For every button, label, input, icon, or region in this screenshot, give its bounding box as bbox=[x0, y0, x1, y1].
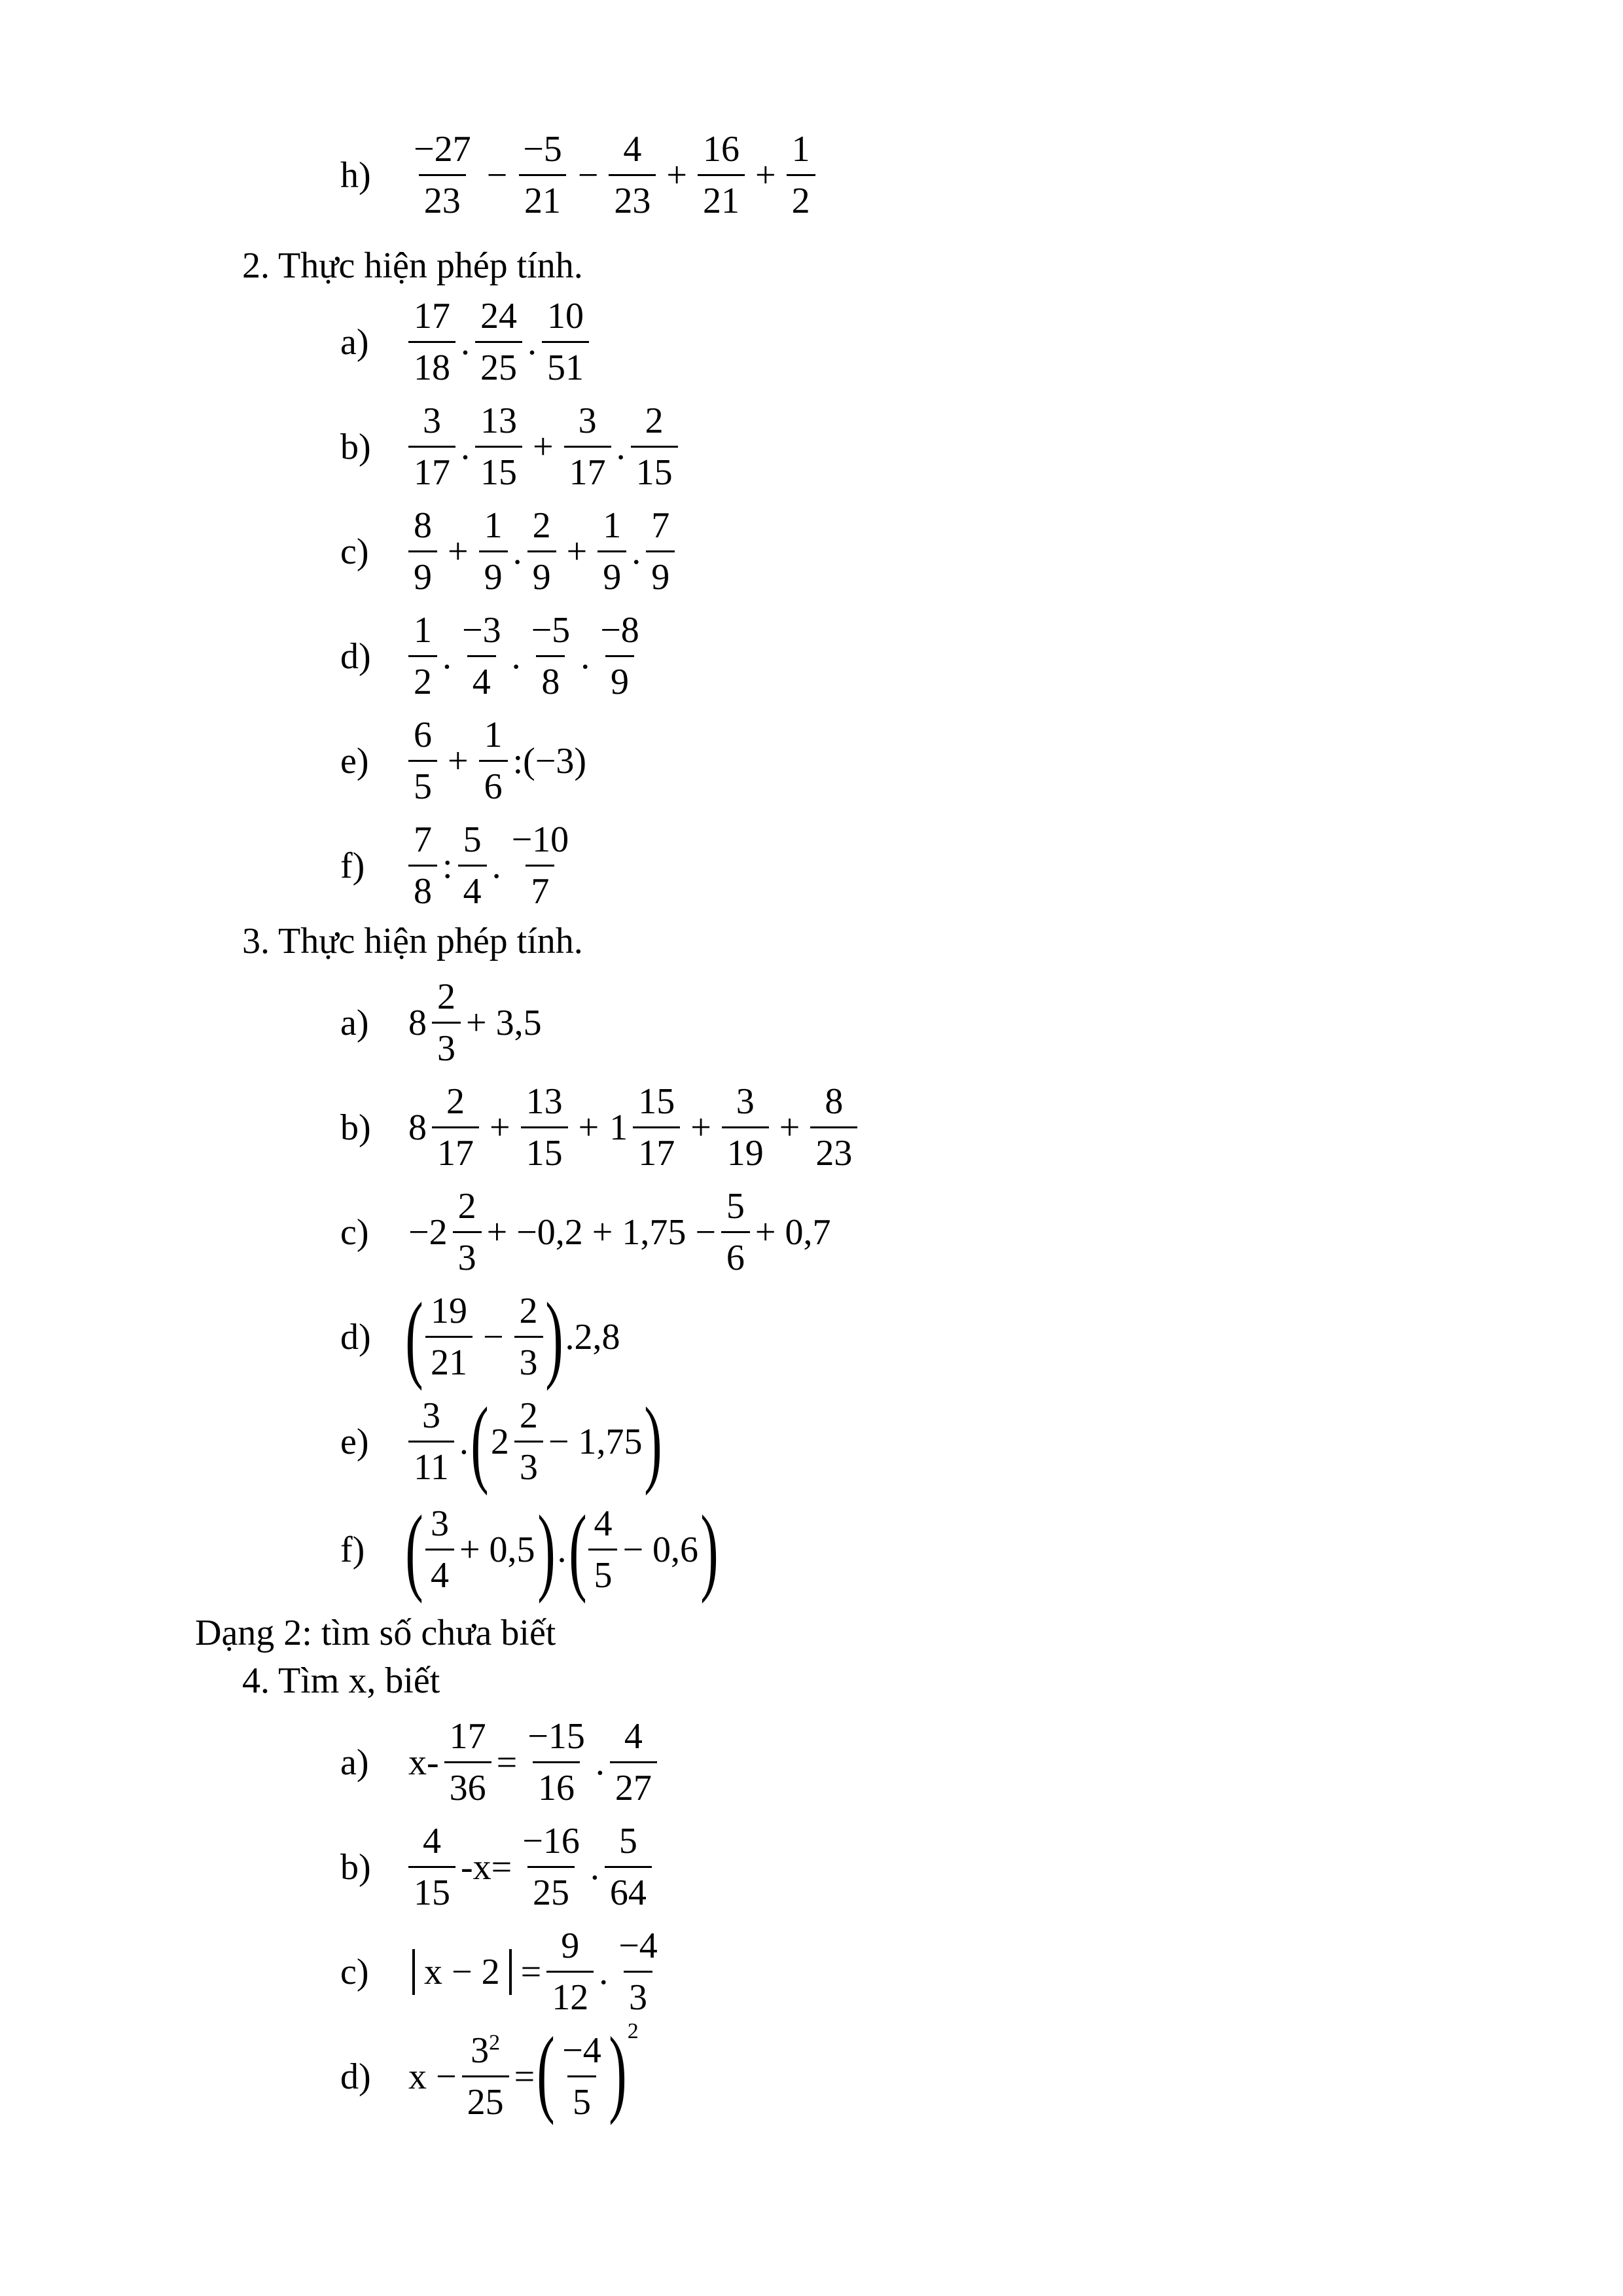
fraction: $\frac{2}{3}$ bbox=[432, 978, 461, 1067]
abs-bar bbox=[509, 1949, 512, 1995]
expression: $\frac{1}{2}$ . $\frac{-3}{4}$ . $\frac{-5}{8}$ . $\frac{-8}{9}$ bbox=[406, 612, 647, 700]
item-label: b) bbox=[340, 1846, 371, 1888]
exponent: 2 bbox=[627, 2019, 639, 2043]
fraction: $\frac{-8}{9}$ bbox=[600, 610, 639, 702]
item-3e bbox=[340, 1387, 663, 1496]
fraction: $\frac{3^2}{25}$ bbox=[462, 2032, 509, 2121]
power-group bbox=[537, 2017, 639, 2126]
left-paren: ( bbox=[537, 2017, 555, 2126]
expression: $\frac{17}{18}$ . $\frac{24}{25}$ . $\frac{10}{51}$ bbox=[406, 298, 592, 386]
right-paren: ) bbox=[544, 1282, 563, 1391]
expression: ( $\frac{3}{4}$ + 0,5 ) . ( $\frac{4}{5}$ − 0,6 ) bbox=[405, 1495, 719, 1604]
expression: x- $\frac{17}{36}$ = $\frac{-15}{16}$ . $\frac{4}{27}$ bbox=[406, 1718, 660, 1806]
item-3d bbox=[340, 1282, 623, 1391]
fraction: $\frac{17}{18}$ bbox=[408, 298, 455, 386]
fraction: $\frac{7}{9}$ bbox=[646, 507, 675, 596]
fraction: $\frac{6}{5}$ bbox=[408, 717, 437, 805]
fraction: $\frac{-4}{3}$ bbox=[618, 1926, 658, 2018]
fraction: $\frac{2}{15}$ bbox=[631, 403, 678, 491]
expression: $\frac{7}{8}$ : $\frac{5}{4}$ . $\frac{-10}{7}$ bbox=[406, 821, 577, 910]
expression: x − 2 = $\frac{9}{12}$ . $\frac{-4}{3}$ bbox=[406, 1928, 666, 2016]
expression: −2 $\frac{2}{3}$ + −0,2 + 1,75 − $\frac{5}{6}$ + 0,7 bbox=[408, 1186, 831, 1278]
fraction: $\frac{9}{12}$ bbox=[546, 1928, 594, 2016]
item-label: d) bbox=[340, 2056, 371, 2097]
item-label: c) bbox=[340, 1211, 369, 1253]
fraction: $\frac{5}{4}$ bbox=[458, 821, 487, 910]
fraction: $\frac{15}{17}$ bbox=[633, 1083, 680, 1172]
item-2b bbox=[340, 403, 681, 491]
item-label: f) bbox=[340, 845, 365, 886]
item-4d bbox=[340, 2017, 639, 2126]
item-4c bbox=[340, 1928, 666, 2016]
item-label: h) bbox=[340, 154, 371, 196]
item-2c bbox=[340, 507, 677, 596]
fraction: $\frac{2}{3}$ bbox=[514, 1397, 543, 1486]
left-paren: ( bbox=[471, 1387, 489, 1496]
fraction: $\frac{8}{23}$ bbox=[810, 1083, 857, 1172]
expression: 8 $\frac{2}{3}$ + 3,5 bbox=[408, 977, 542, 1069]
item-label: f) bbox=[340, 1529, 365, 1570]
fraction: $\frac{8}{9}$ bbox=[408, 507, 437, 596]
expression: $\frac{3}{11}$ . ( 2 $\frac{2}{3}$ − 1,75 ) bbox=[406, 1397, 662, 1486]
item-label: a) bbox=[340, 1742, 369, 1783]
abs-bar bbox=[412, 1949, 415, 1995]
item-4a bbox=[340, 1718, 660, 1806]
fraction: $\frac{-16}{25}$ bbox=[522, 1821, 580, 1913]
expression-tail: :(−3) bbox=[512, 740, 587, 781]
item-label: c) bbox=[340, 531, 369, 572]
item-label: a) bbox=[340, 1002, 369, 1043]
section-2-title: 2. Thực hiện phép tính. bbox=[242, 245, 583, 286]
right-paren: ) bbox=[644, 1387, 663, 1496]
expression: $\frac{8}{9}$ + $\frac{1}{9}$ . $\frac{2}{9}$ + $\frac{1}{9}$ . $\frac{7}{9}$ bbox=[406, 507, 677, 596]
item-label: c) bbox=[340, 1951, 369, 1992]
section-3-title: 3. Thực hiện phép tính. bbox=[242, 921, 583, 961]
expression: 8 $\frac{2}{17}$ + $\frac{13}{15}$ + 1 $\frac{15}{17}$ + $\frac{3}{19}$ + $\frac{8}{23}$ bbox=[406, 1083, 860, 1172]
fraction: $\frac{2}{17}$ bbox=[432, 1083, 479, 1172]
item-2d bbox=[340, 612, 647, 700]
fraction: $\frac{1}{2}$ bbox=[787, 131, 815, 219]
fraction: $\frac{-3}{4}$ bbox=[462, 610, 501, 702]
item-label: d) bbox=[340, 636, 371, 677]
item-3b bbox=[340, 1083, 860, 1172]
fraction: $\frac{-15}{16}$ bbox=[527, 1716, 585, 1808]
section-dang-2-title: Dạng 2: tìm số chưa biết bbox=[195, 1613, 556, 1653]
expression: x − $\frac{3^2}{25}$ = ( $\frac{-4}{5}$ ) 2 bbox=[408, 2017, 639, 2126]
fraction: $\frac{2}{3}$ bbox=[453, 1188, 482, 1276]
left-paren: ( bbox=[568, 1495, 587, 1604]
right-paren: ) bbox=[700, 1495, 719, 1604]
fraction: $\frac{1}{9}$ bbox=[597, 507, 626, 596]
left-paren: ( bbox=[405, 1495, 423, 1604]
fraction: $\frac{-10}{7}$ bbox=[511, 819, 569, 912]
item-2e bbox=[340, 717, 589, 805]
fraction: $\frac{-27}{23}$ bbox=[414, 129, 471, 221]
fraction: $\frac{13}{15}$ bbox=[521, 1083, 568, 1172]
fraction: $\frac{-5}{21}$ bbox=[518, 131, 567, 219]
left-paren: ( bbox=[405, 1282, 423, 1391]
fraction: $\frac{1}{6}$ bbox=[479, 717, 508, 805]
fraction: $\frac{1}{2}$ bbox=[408, 612, 437, 700]
item-2a bbox=[340, 298, 592, 386]
item-label: e) bbox=[340, 1421, 369, 1462]
item-label: a) bbox=[340, 321, 369, 363]
fraction: $\frac{-4}{5}$ bbox=[562, 2030, 601, 2123]
item-3c bbox=[340, 1188, 834, 1276]
item-label: b) bbox=[340, 426, 371, 467]
item-label: d) bbox=[340, 1316, 371, 1357]
item-label: e) bbox=[340, 740, 369, 781]
fraction: $\frac{4}{27}$ bbox=[610, 1718, 657, 1806]
fraction: $\frac{1}{9}$ bbox=[479, 507, 508, 596]
fraction: $\frac{7}{8}$ bbox=[408, 821, 437, 910]
fraction: $\frac{3}{17}$ bbox=[564, 403, 611, 491]
right-paren: ) bbox=[608, 2017, 627, 2126]
expression: $\frac{-27}{23}$ − $\frac{-5}{21}$ − $\frac{4}{23}$ + $\frac{16}{21}$ + $\frac{1}{2}$ bbox=[406, 131, 818, 219]
fraction: $\frac{16}{21}$ bbox=[698, 131, 745, 219]
item-4b bbox=[340, 1823, 654, 1911]
item-3f bbox=[340, 1495, 719, 1604]
fraction: $\frac{4}{5}$ bbox=[588, 1505, 617, 1594]
fraction: $\frac{13}{15}$ bbox=[475, 403, 522, 491]
fraction: $\frac{2}{3}$ bbox=[514, 1293, 543, 1381]
expression: $\frac{6}{5}$ + $\frac{1}{6}$ :(−3) bbox=[406, 717, 589, 805]
fraction: $\frac{3}{4}$ bbox=[425, 1505, 454, 1594]
item-3a bbox=[340, 978, 544, 1067]
right-paren: ) bbox=[537, 1495, 556, 1604]
fraction: $\frac{3}{17}$ bbox=[408, 403, 455, 491]
fraction: $\frac{5}{64}$ bbox=[605, 1823, 652, 1911]
fraction: $\frac{17}{36}$ bbox=[444, 1718, 491, 1806]
fraction: $\frac{3}{19}$ bbox=[722, 1083, 769, 1172]
fraction: $\frac{4}{15}$ bbox=[408, 1823, 455, 1911]
expression: $\frac{3}{17}$ . $\frac{13}{15}$ + $\frac{3}{17}$ . $\frac{2}{15}$ bbox=[406, 403, 681, 491]
fraction: $\frac{2}{9}$ bbox=[527, 507, 556, 596]
fraction: $\frac{3}{11}$ bbox=[408, 1397, 454, 1486]
item-label: b) bbox=[340, 1107, 371, 1148]
fraction: $\frac{24}{25}$ bbox=[475, 298, 522, 386]
item-h bbox=[340, 131, 818, 219]
fraction: $\frac{19}{21}$ bbox=[425, 1293, 473, 1381]
expression: ( $\frac{19}{21}$ − $\frac{2}{3}$ ) .2,8 bbox=[405, 1282, 620, 1391]
fraction: $\frac{10}{51}$ bbox=[542, 298, 589, 386]
section-4-title: 4. Tìm x, biết bbox=[242, 1660, 440, 1701]
fraction: $\frac{5}{6}$ bbox=[721, 1188, 750, 1276]
expression: $\frac{4}{15}$ -x= $\frac{-16}{25}$ . $\frac{5}{64}$ bbox=[406, 1823, 654, 1911]
fraction: $\frac{-5}{8}$ bbox=[531, 610, 571, 702]
item-2f bbox=[340, 821, 577, 910]
fraction: $\frac{4}{23}$ bbox=[609, 131, 656, 219]
